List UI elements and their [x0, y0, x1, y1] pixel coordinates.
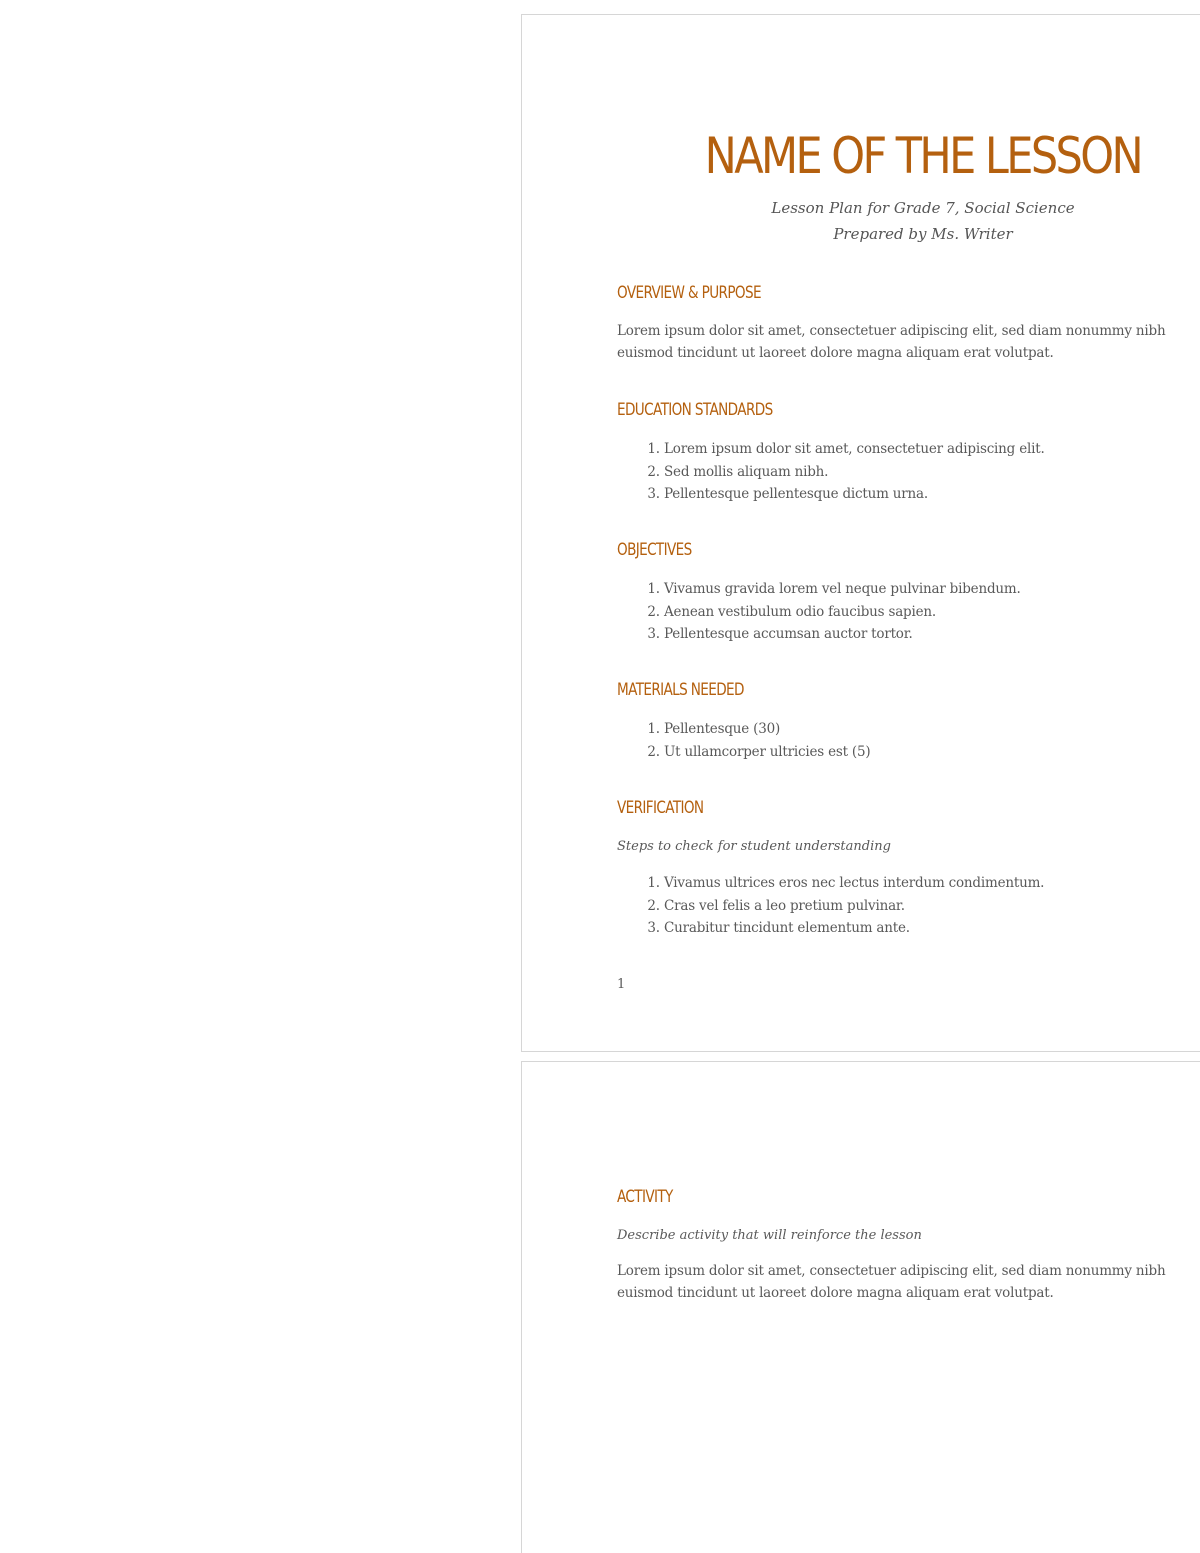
list-item: 2. Sed mollis aliquam nibh. [664, 461, 1045, 484]
list-item: 1. Pellentesque (30) [664, 718, 870, 741]
list-item: 3. Pellentesque pellentesque dictum urna. [664, 483, 1045, 506]
list-item: 2. Aenean vestibulum odio faucibus sapien. [664, 601, 1021, 624]
verification-note: Steps to check for student understanding [617, 839, 891, 854]
list-item: 2. Cras vel felis a leo pretium pulvinar. [664, 895, 1044, 918]
heading-activity: ACTIVITY [617, 1187, 673, 1207]
page-number: 1 [617, 977, 626, 992]
list-item: 3. Curabitur tincidunt elementum ante. [664, 917, 1044, 940]
list-item: 1. Vivamus gravida lorem vel neque pulvinar bibendum. [664, 578, 1021, 601]
heading-objectives: OBJECTIVES [617, 540, 692, 560]
overview-text-line-2: euismod tincidunt ut laoreet dolore magna aliquam erat volutpat. [617, 345, 1054, 361]
list-item: 1. Vivamus ultrices eros nec lectus interdum condimentum. [664, 872, 1044, 895]
activity-text-line-2: euismod tincidunt ut laoreet dolore magna aliquam erat volutpat. [617, 1285, 1054, 1301]
heading-materials-needed: MATERIALS NEEDED [617, 680, 744, 700]
subtitle-grade: Lesson Plan for Grade 7, Social Science [771, 199, 1075, 217]
standards-list [617, 438, 1045, 506]
heading-education-standards: EDUCATION STANDARDS [617, 400, 773, 420]
page-2 [521, 1061, 1200, 1553]
activity-note: Describe activity that will reinforce the lesson [617, 1228, 922, 1243]
list-item: 3. Pellentesque accumsan auctor tortor. [664, 623, 1021, 646]
verification-list [617, 872, 1044, 940]
activity-text-line-1: Lorem ipsum dolor sit amet, consectetuer adipiscing elit, sed diam nonummy nibh [617, 1263, 1166, 1279]
heading-overview: OVERVIEW & PURPOSE [617, 283, 761, 303]
subtitle-author: Prepared by Ms. Writer [833, 225, 1013, 243]
objectives-list [617, 578, 1021, 646]
list-item: 1. Lorem ipsum dolor sit amet, consectetuer adipiscing elit. [664, 438, 1045, 461]
materials-list [617, 718, 870, 763]
list-item: 2. Ut ullamcorper ultricies est (5) [664, 741, 870, 764]
lesson-title: NAME OF THE LESSON [704, 127, 1142, 185]
overview-text-line-1: Lorem ipsum dolor sit amet, consectetuer adipiscing elit, sed diam nonummy nibh [617, 323, 1166, 339]
heading-verification: VERIFICATION [617, 798, 704, 818]
page-1 [521, 14, 1200, 1052]
